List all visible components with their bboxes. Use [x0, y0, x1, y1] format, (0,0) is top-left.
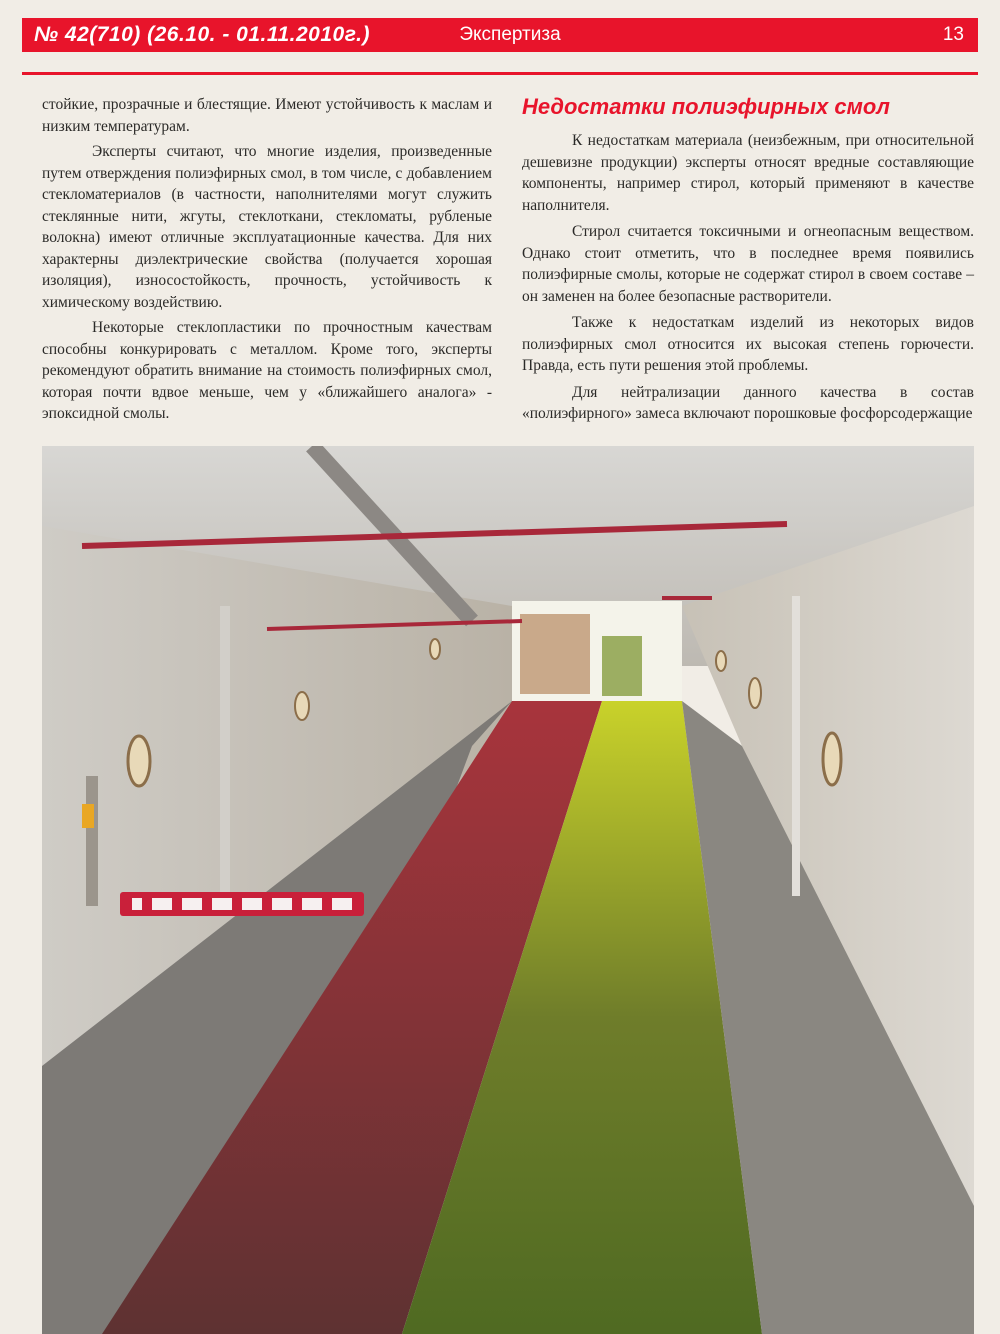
- paragraph: Эксперты считают, что многие изделия, произведенные путем отверждения полиэфирных смол, в том числе, с добавлением стекломатериалов (в частности, наполнителями могут служить стеклянные нити, жгуты, стеклоткани, стекломаты, рубленые волокна) имеют отличные эксплуатационные качества. Для них характерны диэлектрические свойства (получается хорошая изоляция), износостойкость, прочность, устойчивость к химическому воздействию.: [42, 143, 492, 311]
- page-number: 13: [942, 24, 964, 45]
- header-rule: [22, 72, 978, 75]
- header-bar: [22, 18, 978, 52]
- paragraph: Для нейтрализации данного качества в состав «полиэфирного» замеса включают порошковые фосфорсодержащие: [522, 383, 974, 422]
- paragraph: Некоторые стеклопластики по прочностным качествам способны конкурировать с металлом. Кроме того, эксперты рекомендуют обратить внимание на стоимость полиэфирных смол, которая почти вдвое меньше, чем у «ближайшего аналога» - эпоксидной смолы.: [42, 319, 492, 422]
- right-column: [522, 94, 974, 425]
- parking-ramp-photo: [42, 446, 974, 1334]
- issue-number: № 42(710) (26.10. - 01.11.2010г.): [34, 23, 370, 46]
- article-heading: Недостатки полиэфирных смол: [522, 94, 890, 119]
- paragraph: Также к недостаткам изделий из некоторых видов полиэфирных смол относится их высокая степень горючести. Правда, есть пути решения этой проблемы.: [522, 314, 974, 374]
- paragraph: К недостаткам материала (неизбежным, при относительной дешевизне продукции) эксперты относят вредные составляющие компоненты, например стирол, который применяют в качестве наполнителя.: [522, 132, 974, 214]
- paragraph: стойкие, прозрачные и блестящие. Имеют устойчивость к маслам и низким температурам.: [42, 96, 492, 135]
- left-column: [42, 94, 492, 425]
- section-title: Экспертиза: [459, 24, 561, 45]
- ramp-illustration: [42, 446, 974, 1334]
- paragraph: Стирол считается токсичными и огнеопасным веществом. Однако стоит отметить, что в последнее время появились полиэфирные смолы, которые не содержат стирол в своем составе – он заменен на более безопасные растворители.: [522, 223, 974, 305]
